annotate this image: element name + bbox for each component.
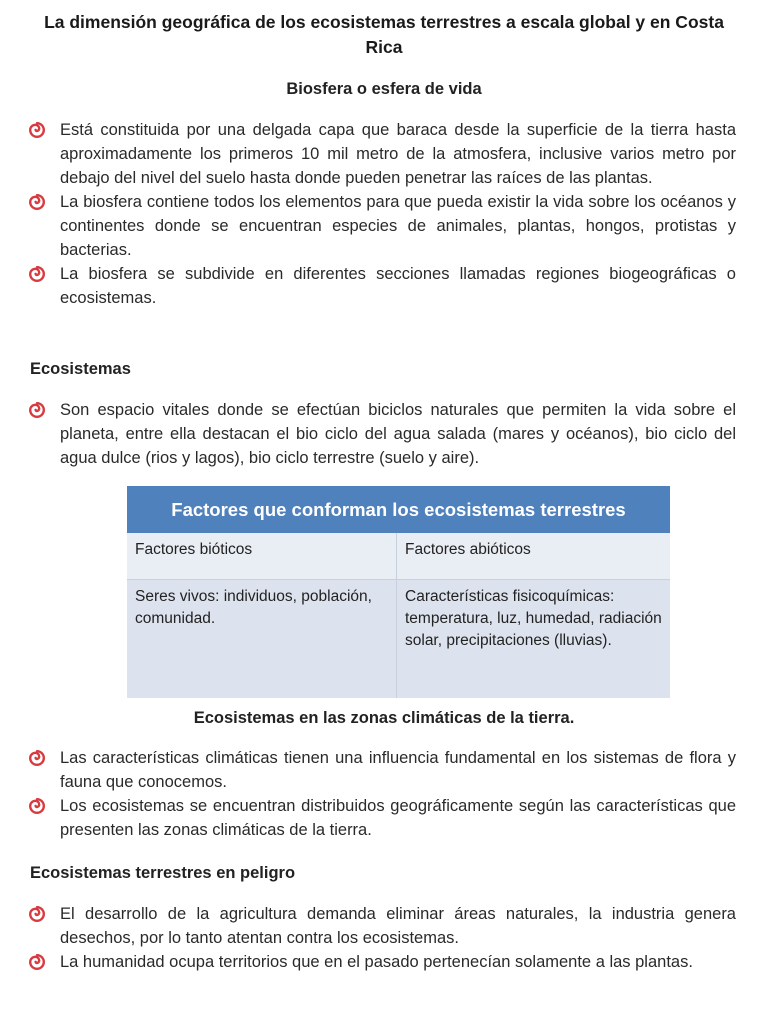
swirl-bullet-icon [28,265,46,283]
list-item-text: Son espacio vitales donde se efectúan biciclos naturales que permiten la vida sobre el planeta, entre ella destacan el bio ciclo del agua salada (mares y océanos), bio ciclo del agua dulce (rios y lagos), bio ciclo terrestre (suelo y aire). [60,401,736,467]
section-heading-zonas: Ecosistemas en las zonas climáticas de la tierra. [193,709,575,727]
ecosistemas-list [28,398,736,470]
list-item [28,746,736,794]
list-item [28,190,736,262]
factors-table [127,486,670,697]
list-item-text: Los ecosistemas se encuentran distribuidos geográficamente según las características que presenten las zonas climáticas de la tierra. [60,797,736,839]
list-item [28,902,736,950]
table-cell-abiotic-body: Características fisicoquímicas: temperatura, luz, humedad, radiación solar, precipitaciones (lluvias). [405,588,662,649]
list-item-text: La biosfera se subdivide en diferentes secciones llamadas regiones biogeográficas o ecosistemas. [60,265,736,307]
table-cell-abiotic-head: Factores abióticos [405,541,531,558]
list-item-text: El desarrollo de la agricultura demanda eliminar áreas naturales, la industria genera desechos, por lo tanto atentan contra los ecosistemas. [60,905,736,947]
swirl-bullet-icon [28,121,46,139]
list-item-text: Está constituida por una delgada capa que baraca desde la superficie de la tierra hasta aproximadamente los primeros 10 mil metro de la atmosfera, inclusive varios metro por debajo del nivel del suelo hasta donde pueden penetrar las raíces de las plantas. [60,121,736,187]
list-item [28,118,736,190]
zonas-list [28,746,736,842]
list-item [28,398,736,470]
section-heading-ecosistemas: Ecosistemas [30,360,131,378]
list-item [28,262,736,310]
swirl-bullet-icon [28,953,46,971]
list-item [28,950,736,974]
swirl-bullet-icon [28,401,46,419]
list-item-text: La humanidad ocupa territorios que en el pasado pertenecían solamente a las plantas. [60,953,693,971]
section-heading-biosfera: Biosfera o esfera de vida [286,80,482,98]
list-item-text: La biosfera contiene todos los elementos para que pueda existir la vida sobre los océanos y continentes donde se encuentran especies de animales, plantas, hongos, protistas y bacterias. [60,193,736,259]
list-item-text: Las características climáticas tienen una influencia fundamental en los sistemas de flora y fauna que conocemos. [60,749,736,791]
document-title: La dimensión geográfica de los ecosistemas terrestres a escala global y en Costa Rica [44,12,724,57]
swirl-bullet-icon [28,749,46,767]
table-cell-biotic-body: Seres vivos: individuos, población, comunidad. [127,580,397,698]
biosfera-list [28,118,736,310]
table-cell-biotic-head: Factores bióticos [127,533,397,579]
peligro-list [28,902,736,974]
table-row [127,580,670,698]
list-item [28,794,736,842]
swirl-bullet-icon [28,797,46,815]
table-row [127,533,670,580]
swirl-bullet-icon [28,193,46,211]
table-header: Factores que conforman los ecosistemas terrestres [127,486,670,533]
swirl-bullet-icon [28,905,46,923]
section-heading-peligro: Ecosistemas terrestres en peligro [30,864,296,882]
